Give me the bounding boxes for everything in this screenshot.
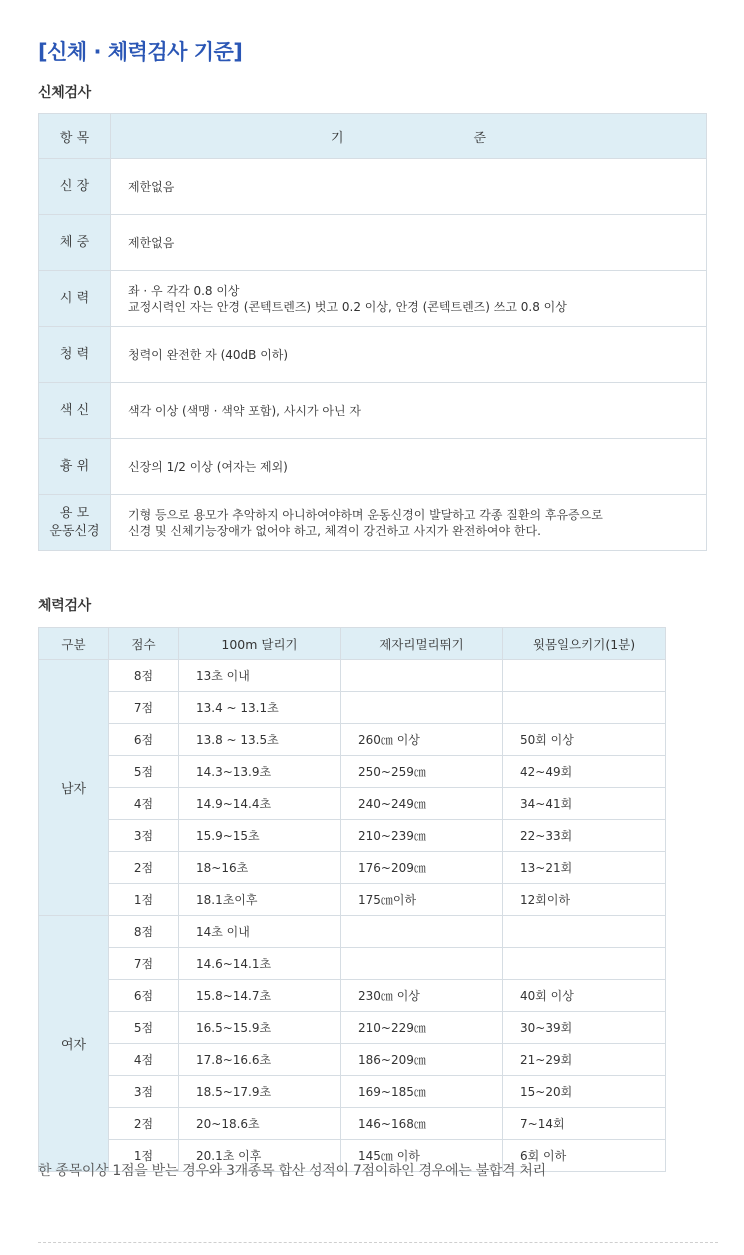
criteria-line: 제한없음 xyxy=(128,179,175,194)
criteria-line: 기형 등으로 용모가 추악하지 아니하여야하며 운동신경이 발달하고 각종 질환의 후유증으로 xyxy=(128,507,603,522)
value-cell: 250~259㎝ xyxy=(341,756,503,788)
value-cell: 13.4 ~ 13.1초 xyxy=(179,692,341,724)
value-cell xyxy=(503,916,666,948)
row-criteria xyxy=(111,159,707,215)
value-cell: 7~14회 xyxy=(503,1108,666,1140)
score-cell: 6점 xyxy=(109,724,179,756)
value-cell: 15.9~15초 xyxy=(179,820,341,852)
table-row xyxy=(39,383,707,439)
value-cell: 176~209㎝ xyxy=(341,852,503,884)
value-cell: 260㎝ 이상 xyxy=(341,724,503,756)
table-row xyxy=(39,756,666,788)
column-header: 100m 달리기 xyxy=(179,628,341,660)
row-criteria xyxy=(111,439,707,495)
criteria-line: 좌 · 우 각각 0.8 이상 xyxy=(128,283,240,298)
table-row xyxy=(39,271,707,327)
row-label xyxy=(39,383,111,439)
table-row xyxy=(39,159,707,215)
value-cell: 240~249㎝ xyxy=(341,788,503,820)
score-cell: 7점 xyxy=(109,948,179,980)
row-criteria xyxy=(111,271,707,327)
criteria-line: 교정시력인 자는 안경 (콘텍트렌즈) 벗고 0.2 이상, 안경 (콘텍트렌즈) 쓰고 0.8 이상 xyxy=(128,299,567,314)
row-label-text: 청 력 xyxy=(59,346,90,362)
score-cell: 7점 xyxy=(109,692,179,724)
score-cell: 5점 xyxy=(109,1012,179,1044)
table-row xyxy=(39,980,666,1012)
table-row xyxy=(39,439,707,495)
value-cell: 18.5~17.9초 xyxy=(179,1076,341,1108)
table-row xyxy=(39,916,666,948)
value-cell: 14.9~14.4초 xyxy=(179,788,341,820)
value-cell: 210~239㎝ xyxy=(341,820,503,852)
value-cell xyxy=(503,692,666,724)
value-cell: 15~20회 xyxy=(503,1076,666,1108)
row-criteria xyxy=(111,383,707,439)
score-cell: 4점 xyxy=(109,788,179,820)
table-row xyxy=(39,1012,666,1044)
score-cell: 4점 xyxy=(109,1044,179,1076)
row-label xyxy=(39,327,111,383)
fail-criteria-note: 한 종목이상 1점을 받는 경우와 3개종목 합산 성적이 7점이하인 경우에는 불합격 처리 xyxy=(38,1163,546,1179)
value-cell: 40회 이상 xyxy=(503,980,666,1012)
value-cell xyxy=(341,948,503,980)
criteria-line: 신경 및 신체기능장애가 없어야 하고, 체격이 강건하고 사지가 완전하여야 한다. xyxy=(128,523,541,538)
page-title: [신체 · 체력검사 기준] xyxy=(38,40,243,64)
value-cell: 16.5~15.9초 xyxy=(179,1012,341,1044)
score-cell: 6점 xyxy=(109,980,179,1012)
value-cell: 21~29회 xyxy=(503,1044,666,1076)
value-cell: 14.6~14.1초 xyxy=(179,948,341,980)
row-label xyxy=(39,159,111,215)
table-row xyxy=(39,948,666,980)
header-item: 항 목 xyxy=(39,114,111,159)
score-cell: 1점 xyxy=(109,1140,179,1172)
value-cell xyxy=(341,916,503,948)
table-row xyxy=(39,852,666,884)
criteria-line: 색각 이상 (색맹 · 색약 포함), 사시가 아닌 자 xyxy=(128,403,361,418)
score-cell: 2점 xyxy=(109,852,179,884)
row-label-text: 시 력 xyxy=(59,290,90,306)
row-criteria xyxy=(111,327,707,383)
value-cell: 186~209㎝ xyxy=(341,1044,503,1076)
value-cell: 17.8~16.6초 xyxy=(179,1044,341,1076)
row-label xyxy=(39,495,111,551)
header-criteria xyxy=(111,114,707,159)
value-cell: 13초 이내 xyxy=(179,660,341,692)
value-cell: 14초 이내 xyxy=(179,916,341,948)
value-cell xyxy=(503,660,666,692)
table-row xyxy=(39,1044,666,1076)
value-cell: 42~49회 xyxy=(503,756,666,788)
score-cell: 3점 xyxy=(109,820,179,852)
criteria-line: 신장의 1/2 이상 (여자는 제외) xyxy=(128,459,288,474)
value-cell: 15.8~14.7초 xyxy=(179,980,341,1012)
value-cell: 20~18.6초 xyxy=(179,1108,341,1140)
table-row xyxy=(39,1076,666,1108)
table-row xyxy=(39,884,666,916)
value-cell xyxy=(341,692,503,724)
physical-exam-heading: 신체검사 xyxy=(38,85,91,101)
score-cell: 2점 xyxy=(109,1108,179,1140)
row-criteria xyxy=(111,495,707,551)
table-row xyxy=(39,327,707,383)
table-row xyxy=(39,1108,666,1140)
table-row xyxy=(39,495,707,551)
row-criteria xyxy=(111,215,707,271)
table-row xyxy=(39,788,666,820)
row-label xyxy=(39,439,111,495)
value-cell xyxy=(341,660,503,692)
value-cell: 210~229㎝ xyxy=(341,1012,503,1044)
criteria-line: 제한없음 xyxy=(128,235,175,250)
value-cell: 14.3~13.9초 xyxy=(179,756,341,788)
value-cell: 18~16초 xyxy=(179,852,341,884)
value-cell: 6회 이하 xyxy=(503,1140,666,1172)
row-label xyxy=(39,215,111,271)
divider xyxy=(38,1242,718,1243)
header-criteria-1: 기 xyxy=(330,130,344,146)
row-label-text: 체 중 xyxy=(59,234,90,250)
fitness-exam-heading: 체력검사 xyxy=(38,598,91,614)
value-cell: 30~39회 xyxy=(503,1012,666,1044)
group-label: 여자 xyxy=(39,916,109,1172)
score-cell: 3점 xyxy=(109,1076,179,1108)
column-header: 구분 xyxy=(39,628,109,660)
value-cell: 12회이하 xyxy=(503,884,666,916)
row-label-text-2: 운동신경 xyxy=(49,523,100,539)
value-cell: 20.1초 이후 xyxy=(179,1140,341,1172)
column-header: 윗몸일으키기(1분) xyxy=(503,628,666,660)
value-cell: 146~168㎝ xyxy=(341,1108,503,1140)
value-cell: 230㎝ 이상 xyxy=(341,980,503,1012)
score-cell: 5점 xyxy=(109,756,179,788)
column-header: 제자리멀리뛰기 xyxy=(341,628,503,660)
table-row xyxy=(39,724,666,756)
value-cell: 145㎝ 이하 xyxy=(341,1140,503,1172)
score-cell: 8점 xyxy=(109,660,179,692)
table-row xyxy=(39,215,707,271)
fitness-exam-table xyxy=(38,627,666,1172)
row-label-text: 흉 위 xyxy=(59,458,90,474)
score-cell: 8점 xyxy=(109,916,179,948)
value-cell: 18.1초이후 xyxy=(179,884,341,916)
row-label-text: 색 신 xyxy=(59,402,90,418)
value-cell: 22~33회 xyxy=(503,820,666,852)
row-label-text: 신 장 xyxy=(59,178,90,194)
value-cell: 34~41회 xyxy=(503,788,666,820)
score-cell: 1점 xyxy=(109,884,179,916)
column-header: 점수 xyxy=(109,628,179,660)
row-label-text: 용 모 xyxy=(59,505,90,521)
table-row xyxy=(39,692,666,724)
value-cell: 175㎝이하 xyxy=(341,884,503,916)
value-cell: 169~185㎝ xyxy=(341,1076,503,1108)
group-label: 남자 xyxy=(39,660,109,916)
value-cell: 50회 이상 xyxy=(503,724,666,756)
table-row xyxy=(39,660,666,692)
value-cell: 13~21회 xyxy=(503,852,666,884)
row-label xyxy=(39,271,111,327)
value-cell: 13.8 ~ 13.5초 xyxy=(179,724,341,756)
value-cell xyxy=(503,948,666,980)
table-row xyxy=(39,820,666,852)
header-criteria-2: 준 xyxy=(473,130,487,146)
physical-exam-table xyxy=(38,113,707,551)
criteria-line: 청력이 완전한 자 (40dB 이하) xyxy=(128,347,289,362)
